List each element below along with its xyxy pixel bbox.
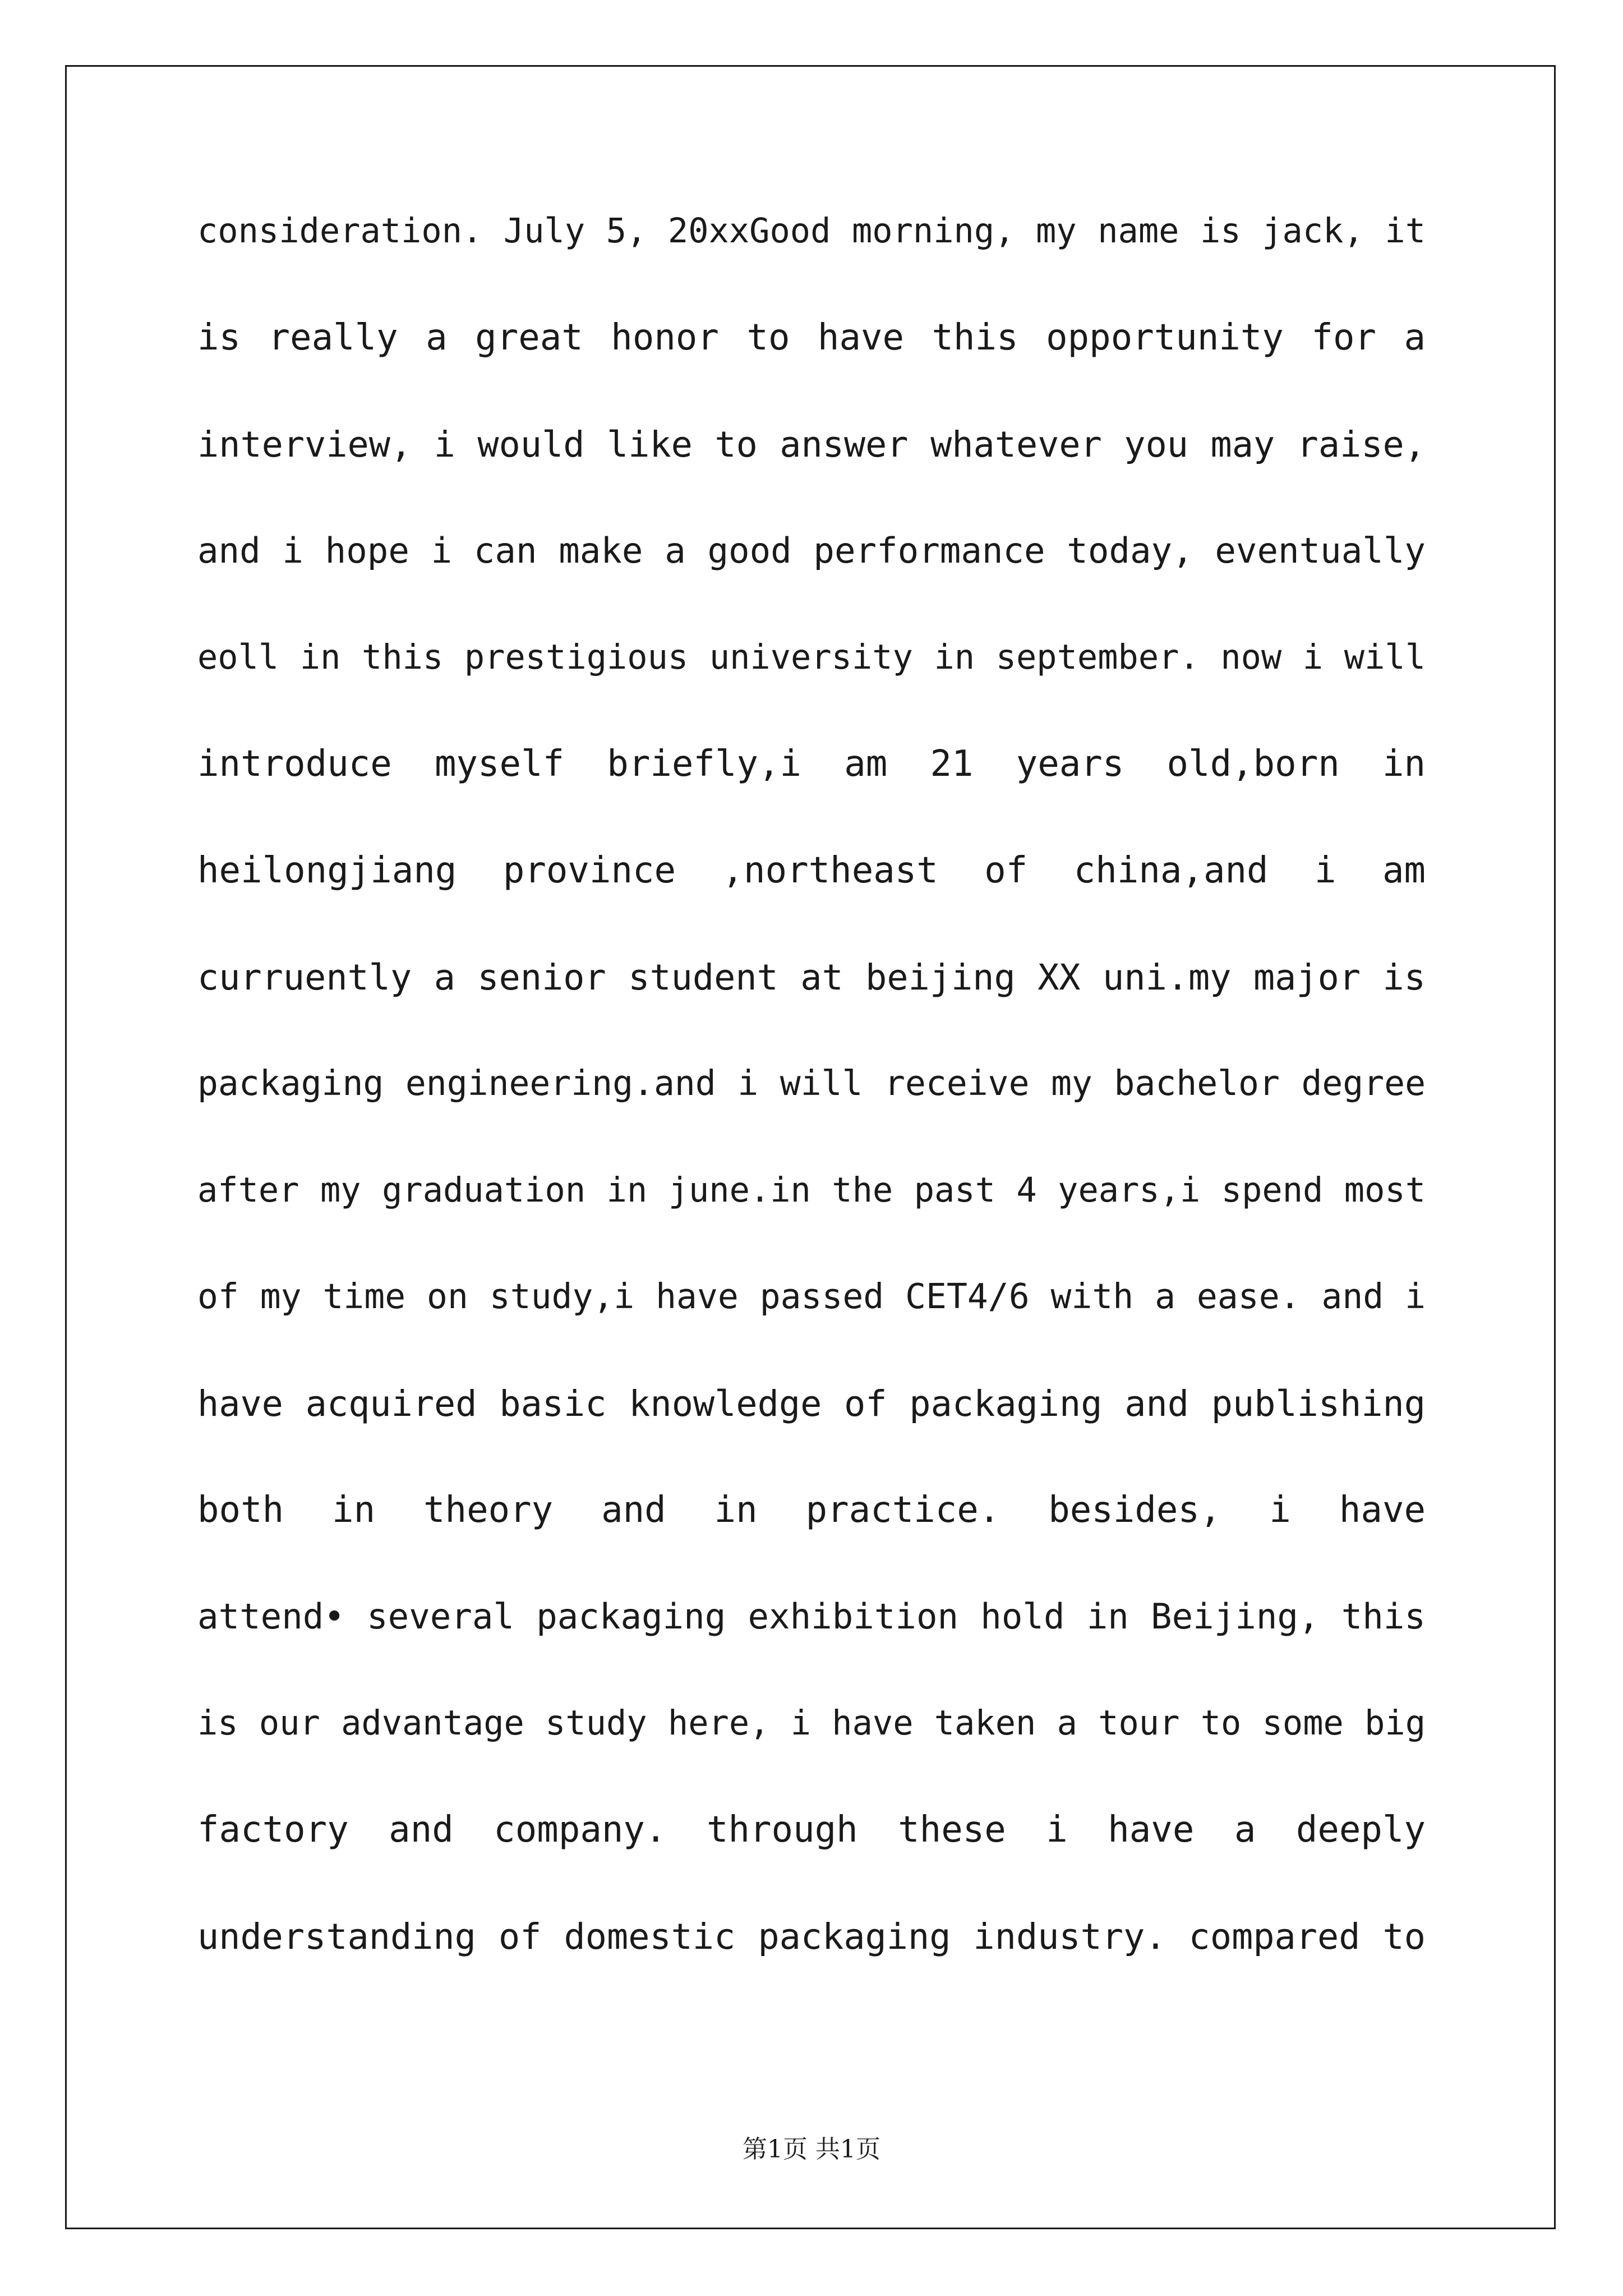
page-number: 第1页 共1页 — [743, 2135, 880, 2164]
text-line: is our advantage study here, i have taken a tour to some big — [197, 1704, 1426, 1743]
text-line: of my time on study,i have passed CET4/6 with a ease. and i — [197, 1277, 1426, 1317]
text-line: attend• several packaging exhibition hold in Beijing, this — [197, 1596, 1426, 1637]
text-line: after my graduation in june.in the past 4 years,i spend most — [197, 1171, 1426, 1210]
text-line: introduce myself briefly,i am 21 years old,born in — [197, 743, 1426, 785]
text-line: eoll in this prestigious university in september. now i will — [197, 638, 1426, 677]
document-body — [197, 213, 1426, 2025]
text-line: and i hope i can make a good performance today, eventually — [197, 530, 1426, 571]
page-footer — [0, 2129, 1623, 2165]
text-line: consideration. July 5, 20xxGood morning, my name is jack, it — [197, 211, 1426, 251]
text-line: interview, i would like to answer whatever you may raise, — [197, 424, 1426, 465]
text-line: have acquired basic knowledge of packaging and publishing — [197, 1383, 1426, 1424]
text-line: factory and company. through these i have a deeply — [197, 1809, 1426, 1851]
text-line: packaging engineering.and i will receive my bachelor degree — [197, 1064, 1426, 1103]
text-line: understanding of domestic packaging industry. compared to — [197, 1916, 1426, 1957]
text-line: is really a great honor to have this opportunity for a — [197, 317, 1426, 358]
text-line: curruently a senior student at beijing XX uni.my major is — [197, 956, 1426, 998]
text-line: both in theory and in practice. besides, i have — [197, 1489, 1426, 1531]
text-line: heilongjiang province ,northeast of china,and i am — [197, 850, 1426, 891]
